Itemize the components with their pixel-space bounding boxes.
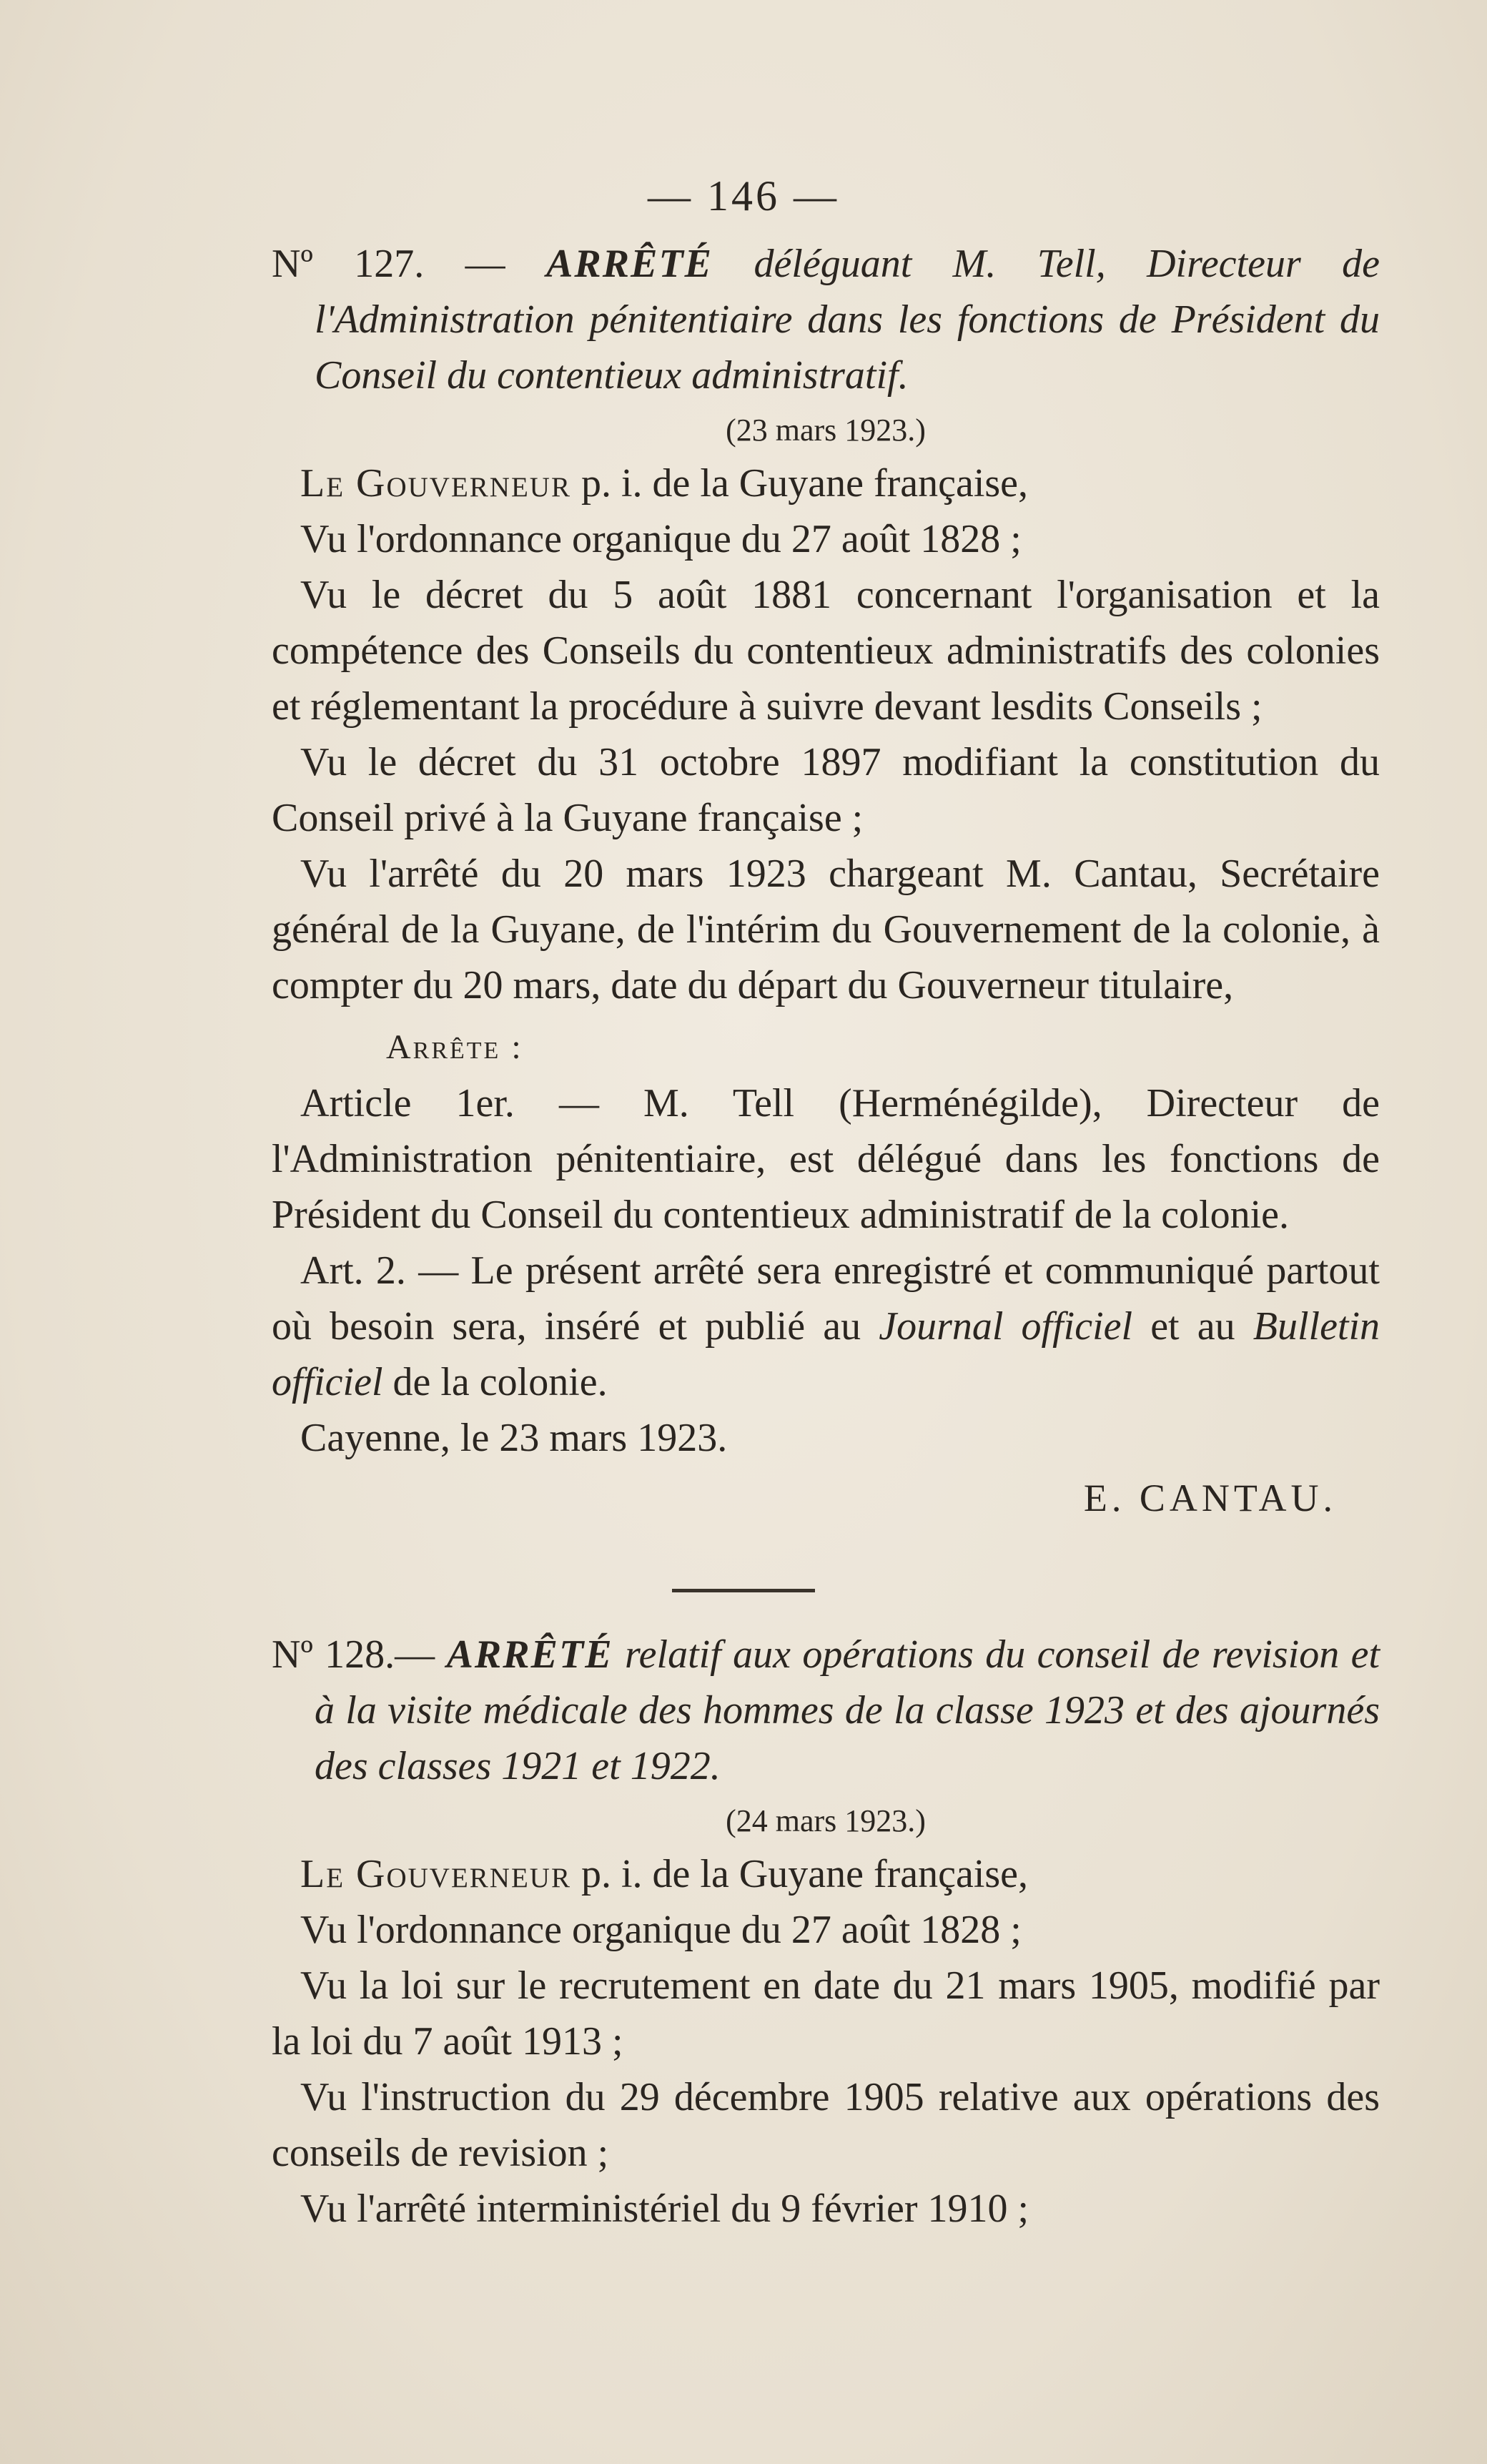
signature: E. CANTAU.	[1083, 1477, 1337, 1519]
act-127-visa: Vu l'arrêté du 20 mars 1923 chargeant M. Cantau, Secrétaire général de la Guyane, de l'intérim du Gouvernement de la colonie, à compter du 20 mars, date du départ du Gouverneur titulaire,	[272, 852, 1380, 1007]
act-128-visa: Vu l'arrêté interministériel du 9 février 1910 ;	[300, 2187, 1029, 2231]
act-128-governor-line: Le Gouverneur p. i. de la Guyane française,	[300, 1852, 1029, 1896]
act-127-heading	[272, 236, 1380, 403]
section-divider	[672, 1589, 815, 1592]
bulletin-officiel-ref: Bulletin officiel	[272, 1304, 1380, 1404]
act-128-visa: Vu la loi sur le recrutement en date du 21 mars 1905, modifié par la loi du 7 août 1913 ;	[272, 1963, 1380, 2064]
act-128-visa: Vu l'instruction du 29 décembre 1905 relative aux opérations des conseils de revision ;	[272, 2075, 1380, 2175]
act-127-date: (23 mars 1923.)	[726, 413, 926, 448]
act-127-keyword: ARRÊTÉ	[546, 242, 713, 286]
act-127	[272, 236, 1380, 1520]
act-127-visa: Vu l'ordonnance organique du 27 août 1828 ;	[300, 517, 1022, 561]
act-128-number: Nº 128.—	[272, 1632, 435, 1677]
act-127-visa: Vu le décret du 31 octobre 1897 modifiant la constitution du Conseil privé à la Guyane française ;	[272, 740, 1380, 840]
place-date: Cayenne, le 23 mars 1923.	[300, 1416, 728, 1460]
act-128-heading	[272, 1627, 1380, 1794]
article-2: Art. 2. — Le présent arrêté sera enregistré et communiqué partout où besoin sera, inséré et publié au Journal officiel et au Bulletin officiel de la colonie.	[272, 1248, 1380, 1404]
act-127-number: Nº 127. —	[272, 242, 505, 286]
act-128-keyword: ARRÊTÉ	[446, 1632, 613, 1677]
act-127-title: déléguant M. Tell, Directeur de l'Administration pénitentiaire dans les fonctions de Président du Conseil du contentieux administratif.	[315, 242, 1380, 398]
act-128	[272, 1627, 1380, 2237]
act-127-governor-line: Le Gouverneur p. i. de la Guyane française,	[300, 461, 1029, 506]
act-128-visa: Vu l'ordonnance organique du 27 août 1828 ;	[300, 1908, 1022, 1952]
act-127-visa: Vu le décret du 5 août 1881 concernant l'organisation et la compétence des Conseils du contentieux administratifs des colonies et réglementant la procédure à suivre devant lesdits Conseils ;	[272, 573, 1380, 729]
arrete-label: Arrête :	[386, 1028, 523, 1066]
journal-officiel-ref: Journal officiel	[879, 1304, 1133, 1349]
page-number: — 146 —	[648, 172, 839, 220]
article-1: Article 1er. — M. Tell (Herménégilde), Directeur de l'Administration pénitentiaire, est délégué dans les fonctions de Président du Conseil du contentieux administratif de la colonie.	[272, 1081, 1380, 1237]
governor-title: Le Gouverneur	[300, 461, 571, 506]
act-128-title: relatif aux opérations du conseil de revision et à la visite médicale des hommes de la classe 1923 et des ajournés des classes 1921 et 1922.	[315, 1632, 1380, 1788]
act-128-date: (24 mars 1923.)	[726, 1803, 926, 1838]
governor-title: Le Gouverneur	[300, 1852, 571, 1896]
